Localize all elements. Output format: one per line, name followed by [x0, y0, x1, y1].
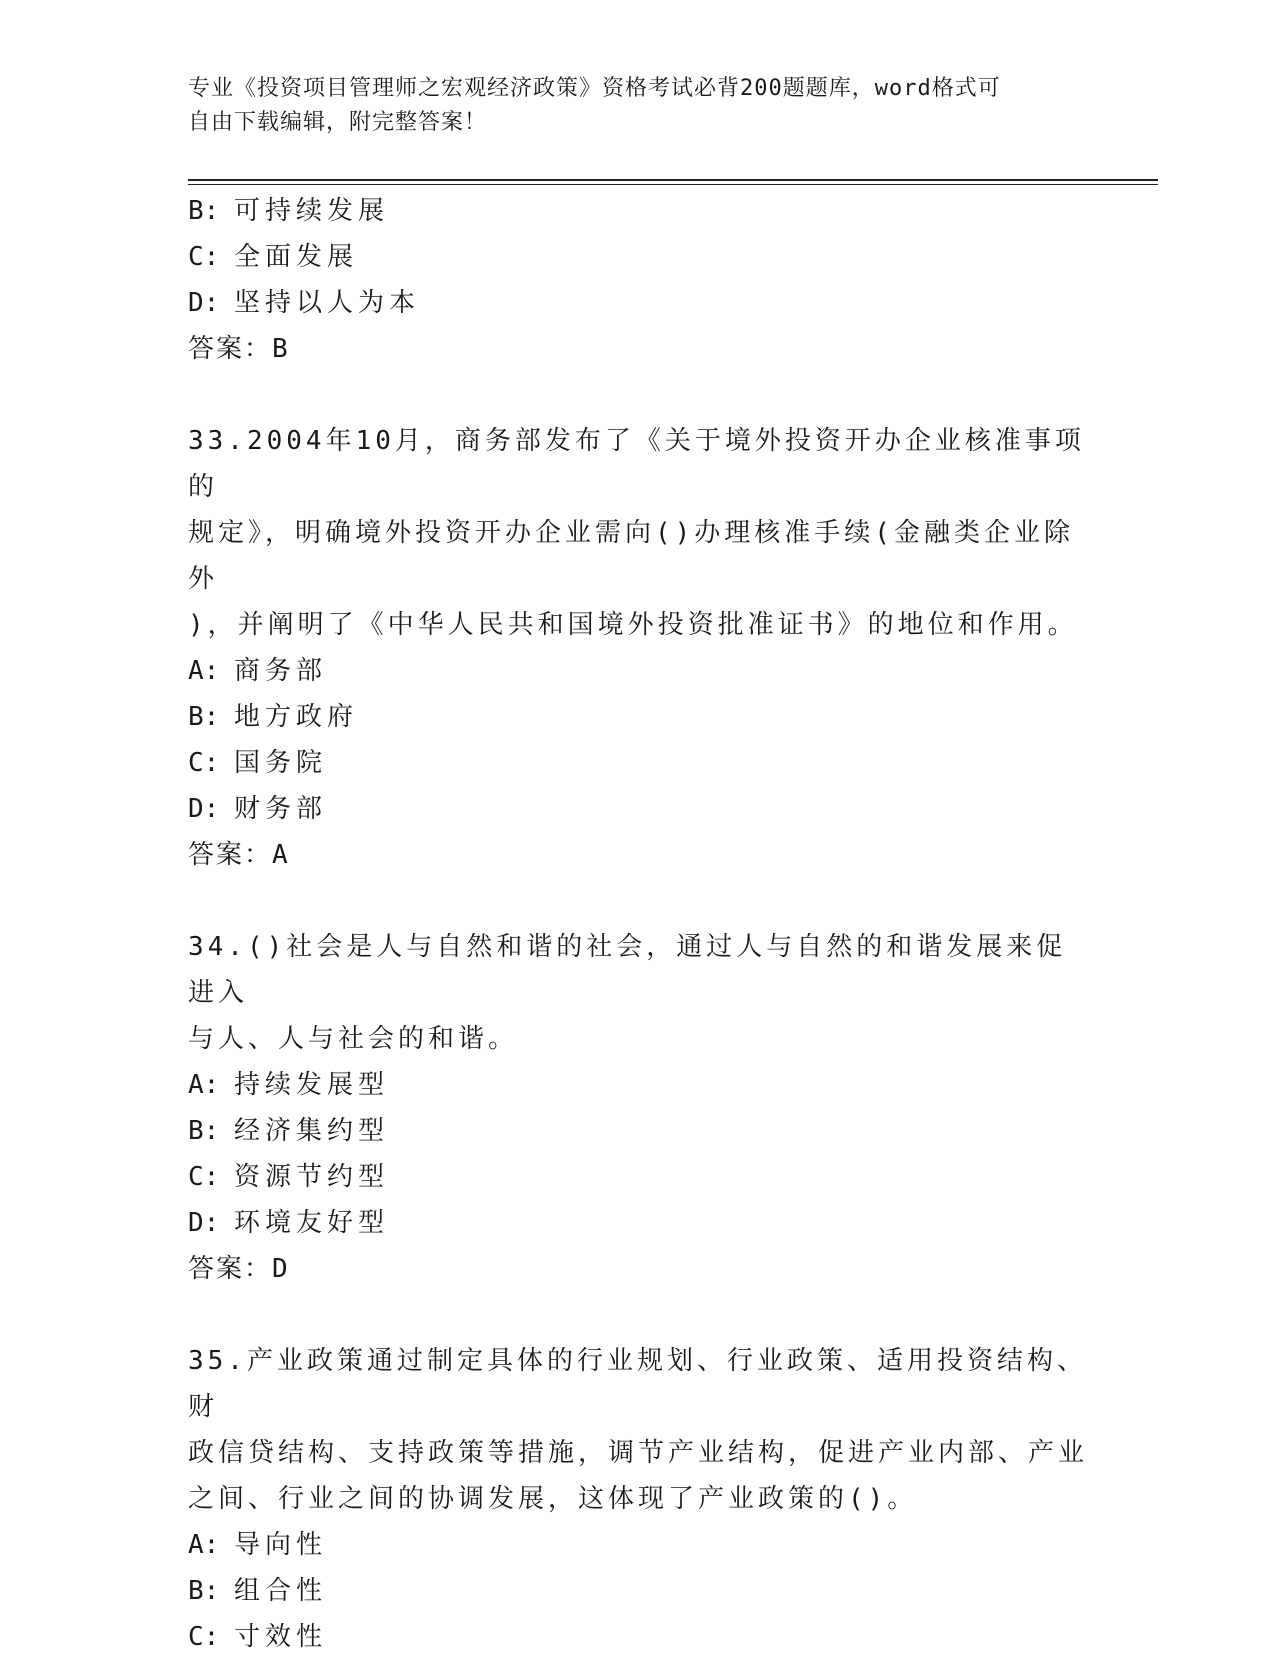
- stem-line: 规定》，明确境外投资开办企业需向()办理核准手续(金融类企业除外: [188, 518, 1074, 594]
- option-a: A: 导向性: [188, 1530, 328, 1560]
- question-stem: [188, 924, 1088, 1062]
- stem-line: 政信贷结构、支持政策等措施，调节产业结构，促进产业内部、产业: [188, 1438, 1089, 1468]
- option-c: C: 寸效性: [188, 1622, 328, 1652]
- option-d: D: 环境友好型: [188, 1208, 390, 1238]
- option-b: B: 可持续发展: [188, 196, 390, 226]
- stem-line: 33.2004年10月，商务部发布了《关于境外投资开办企业核准事项的: [188, 426, 1085, 502]
- spacer: [188, 372, 1088, 418]
- header-divider-thin: [188, 184, 1158, 185]
- option-c: C: 全面发展: [188, 242, 359, 272]
- answer: 答案：A: [188, 840, 290, 870]
- stem-line: 34.()社会是人与自然和谐的社会，通过人与自然的和谐发展来促进入: [188, 932, 1067, 1008]
- option-c: C: 国务院: [188, 748, 328, 778]
- document-header: [188, 72, 1088, 140]
- header-divider-thick: [188, 179, 1158, 181]
- question-32: [188, 188, 1088, 372]
- question-35: [188, 1338, 1088, 1660]
- question-stem: [188, 1338, 1088, 1522]
- option-d: D: 财务部: [188, 794, 328, 824]
- question-33: [188, 418, 1088, 878]
- spacer: [188, 878, 1088, 924]
- header-line-1: 专业《投资项目管理师之宏观经济政策》资格考试必背200题题库，word格式可: [188, 76, 1001, 101]
- option-c: C: 资源节约型: [188, 1162, 390, 1192]
- stem-line: 与人、人与社会的和谐。: [188, 1024, 519, 1054]
- option-d: D: 坚持以人为本: [188, 288, 421, 318]
- answer: 答案：B: [188, 334, 290, 364]
- question-list: [188, 188, 1088, 1660]
- question-34: [188, 924, 1088, 1292]
- option-a: A: 持续发展型: [188, 1070, 390, 1100]
- stem-line: )，并阐明了《中华人民共和国境外投资批准证书》的地位和作用。: [188, 610, 1078, 640]
- answer: 答案：D: [188, 1254, 290, 1284]
- header-line-2: 自由下载编辑，附完整答案！: [188, 110, 488, 135]
- stem-line: 之间、行业之间的协调发展，这体现了产业政策的()。: [188, 1484, 918, 1514]
- question-stem: [188, 418, 1088, 648]
- option-a: A: 商务部: [188, 656, 328, 686]
- stem-line: 35.产业政策通过制定具体的行业规划、行业政策、适用投资结构、财: [188, 1346, 1087, 1422]
- option-b: B: 组合性: [188, 1576, 328, 1606]
- spacer: [188, 1292, 1088, 1338]
- option-b: B: 经济集约型: [188, 1116, 390, 1146]
- option-b: B: 地方政府: [188, 702, 359, 732]
